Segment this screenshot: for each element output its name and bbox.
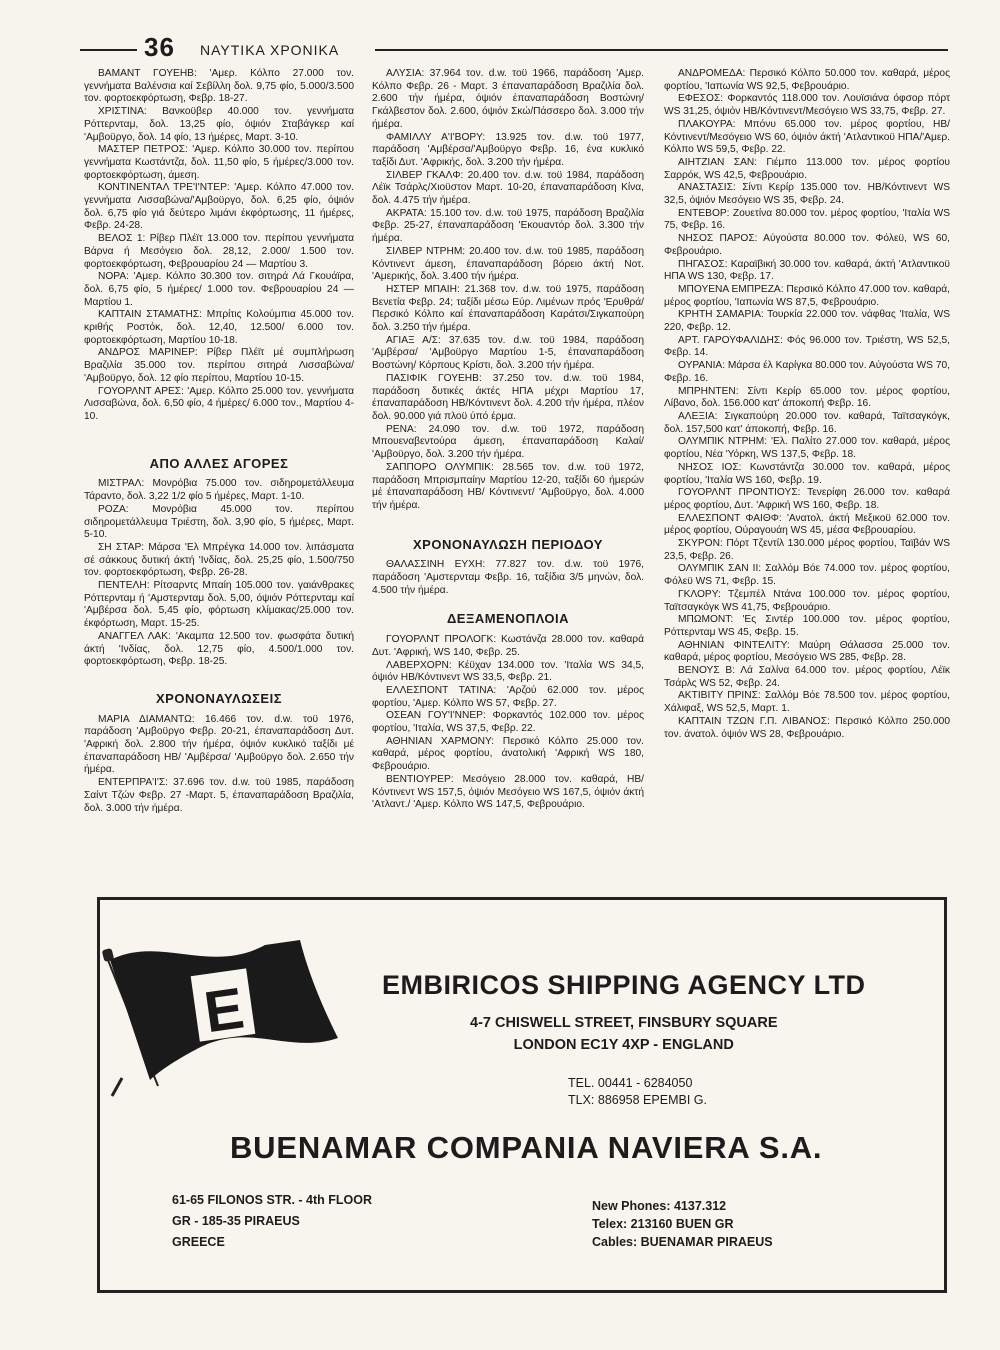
list-item: ΜΑΣΤΕΡ ΠΕΤΡΟΣ: 'Αμερ. Κόλπο 30.000 τον. περίπου γεννήματα Κωστάντζα, δολ. 11,50 φίο, 5 ήμέρες/3.000 τον. φορτοεκφόρτωση, άμεση. [84, 144, 354, 181]
embiricos-tlx: TLX: 886958 EPEMBI G. [568, 1093, 707, 1107]
list-item: ΑΓΙΑΞ Α/Σ: 37.635 τον. d.w. τοϋ 1984, παράδοση 'Αμβέρσα/ 'Αμβοϋργο Μαρτίου 1-5, έπαναπαράδοση Βοστώνη/ Κόρπους Κρίστι, δολ. 3.200 τήν ήμέρα. [372, 334, 644, 372]
header-rule-right [375, 49, 948, 51]
list-item: ΟΛΥΜΠΙΚ ΝΤΡΗΜ: 'Ελ. Παλίτο 27.000 τον. καθαρά, μέρος φορτίου, Νέα 'Υόρκη, WS 137,5, Φεβρ. 18. [664, 436, 950, 461]
advertisement [97, 897, 947, 1293]
list-item: ΑΡΤ. ΓΑΡΟΥΦΑΛΙΔΗΣ: Φός 96.000 τον. Τριέστη, WS 52,5, Φεβρ. 14. [664, 334, 950, 359]
list-item: ΚΡΗΤΗ ΣΑΜΑΡΙΑ: Τουρκία 22.000 τον. νάφθας 'Ιταλία, WS 220, Φεβρ. 12. [664, 309, 950, 334]
list-item: ΚΟΝΤΙΝΕΝΤΑΛ ΤΡΕ'Ι'ΝΤΕΡ: 'Αμερ. Κόλπο 47.000 τον. γεννήματα Λισσαβώνα/'Αμβοϋργο, δολ. 6,25 φίο, όψιόν δολ. 6,75 φίο γιά δεύτερο λιμάνι έκφόρτωσης, 11 ήμέρες, Φεβρ. 24-28. [84, 182, 354, 232]
list-item: ΕΛΛΕΣΠΟΝΤ ΤΑΤΙΝΑ: 'Αρζού 62.000 τον. μέρος φορτίου, 'Αμερ. Κόλπο WS 57, Φεβρ. 27. [372, 684, 644, 709]
list-item: ΜΠΩΜΟΝΤ: 'Ες Σιντέρ 100.000 τον. μέρος φορτίου, Ρόττερνταμ WS 45, Φεβρ. 15. [664, 614, 950, 638]
list-item: ΜΑΡΙΑ ΔΙΑΜΑΝΤΩ: 16.466 τον. d.w. τοϋ 1976, παράδοση 'Αμβοϋργο Φεβρ. 20-21, έπαναπαράδοση Δυτ. 'Αφρική δολ. 2.800 τήν ήμέρα, όψιόν κυκλικό ταξίδι μέ έπαναπαράδοση ΗΒ/ 'Αμβέρσα/ 'Αμβοϋργο δολ. 2.650 τήν ήμέρα. [84, 713, 354, 776]
list-item: ΟΣΕΑΝ ΓΟΥ'Ι'ΝΝΕΡ: Φορκαντός 102.000 τον. μέρος φορτίου, 'Ιταλία, WS 37,5, Φεβρ. 22. [372, 710, 644, 735]
header-rule-left [80, 49, 137, 51]
list-item: ΠΑΣΙΦΙΚ ΓΟΥΕΗΒ: 37.250 τον. d.w. τοϋ 1984, παράδοση δυτικές άκτές ΗΠΑ μέχρι Μαρτίου 17, έπαναπαράδοση ΗΒ/Κόντινεντ δολ. 4.200 τήν ήμέρα, πλέον δολ. 90.000 γιά πλοϋ ύπό έρμα. [372, 372, 644, 422]
list-item: ΦΑΜΙΛΛΥ Α'Ι'ΒΟΡΥ: 13.925 τον. d.w. τοϋ 1977, παράδοση 'Αμβέρσα/'Αμβοϋργο Φεβρ. 16, ένα κυκλικό ταξίδι Δυτ. 'Αφρικής, δολ. 3.200 τήν ήμέρα. [372, 131, 644, 168]
page-number: 36 [144, 32, 175, 62]
list-item: ΣΙΛΒΕΡ ΓΚΑΛΦ: 20.400 τον. d.w. τοϋ 1984, παράδοση Λέϊκ Τσάρλς/Χιοϋστον Μαρτ. 10-20, έπαναπαράδοση Κίνα, δολ. 4.475 τήν ήμέρα. [372, 169, 644, 207]
buenamar-name: BUENAMAR COMPANIA NAVIERA S.A. [230, 1130, 823, 1165]
section-heading-period-charter: ΧΡΟΝΟΝΑΥΛΩΣΗ ΠΕΡΙΟΔΟΥ [413, 536, 603, 552]
list-item: ΣΑΠΠΟΡΟ ΟΛΥΜΠΙΚ: 28.565 τον. d.w. τοϋ 1972, παράδοση Μπρισμπαίην Μαρτίου 12-20, ταξίδι 60 ήμερών μέ έπαναπαράδοση ΗΒ/ Κόντινεντ/ 'Αμβοϋργο, δολ. 4.000 τήν ήμέρα. [372, 461, 644, 511]
list-item: ΛΑΒΕΡΧΟΡΝ: Κέϋχαν 134.000 τον. 'Ιταλία WS 34,5, όψιόν ΗΒ/Κόντινεντ WS 33,5, Φεβρ. 21. [372, 659, 644, 684]
list-item: ΘΑΛΑΣΣΙΝΗ ΕΥΧΗ: 77.827 τον. d.w. τοϋ 1976, παράδοση 'Αμστερνταμ Φεβρ. 16, ταξίδια 3/5 μηνών, δολ. 4.500 τήν ήμέρα. [372, 559, 644, 596]
list-item: ΟΛΥΜΠΙΚ ΣΑΝ ΙΙ: Σαλλόμ Βόε 74.000 τον. μέρος φορτίου, Φόλεϋ WS 71, Φεβρ. 15. [664, 563, 950, 588]
list-item: ΑΙΗΤΖΙΑΝ ΣΑΝ: Γιέμπο 113.000 τον. μέρος φορτίου Σαρρόκ, WS 42,5, Φεβρουάριο. [664, 156, 950, 181]
section-heading-other-markets: ΑΠΟ ΑΛΛΕΣ ΑΓΟΡΕΣ [149, 455, 289, 471]
list-item: ΝΗΣΟΣ ΠΑΡΟΣ: Αύγούστα 80.000 τον. Φόλεϋ, WS 60, Φεβρουάριο. [664, 233, 950, 257]
embiricos-contact [568, 1075, 707, 1109]
column-2 [372, 68, 644, 812]
list-item: ΓΟΥΟΡΛΝΤ ΑΡΕΣ: 'Αμερ. Κόλπο 25.000 τον. γεννήματα Λισσαβώνα, δολ. 6,50 φίο, 4 ήμέρες/ 6.000 τον., Μαρτίου 4-10. [84, 385, 354, 422]
magazine-title: ΝΑΥΤΙΚΑ ΧΡΟΝΙΚΑ [200, 42, 340, 58]
list-item: ΓΚΛΟΡΥ: Τζεμπέλ Ντάνα 100.000 τον. μέρος φορτίου, Ταϊτσαγκόγκ WS 41,75, Φεβρουάριο. [664, 588, 950, 613]
list-item: ΣΚΥΡΟΝ: Πόρτ Τζεντίλ 130.000 μέρος φορτίου, Ταϊβάν WS 23,5, Φεβρ. 26. [664, 538, 950, 562]
column-3 [664, 68, 950, 741]
buenamar-address-line1: 61-65 FILONOS STR. - 4th FLOOR [172, 1193, 373, 1207]
col1-entries-a [84, 68, 354, 424]
list-item: ΠΛΑΚΟΥΡΑ: Μπόνυ 65.000 τον. μέρος φορτίου, ΗΒ/Κόντινεντ/Μεσόγειο WS 60, όψιόν άκτή 'Ατλαντικοϋ ΗΠΑ/'Αμερ. Κόλπο WS 59,5, Φεβρ. 22. [664, 118, 950, 156]
buenamar-cables: Cables: BUENAMAR PIRAEUS [592, 1235, 773, 1249]
list-item: ΑΛΥΣΙΑ: 37.964 τον. d.w. τοϋ 1966, παράδοση 'Αμερ. Κόλπο Φεβρ. 26 - Μαρτ. 3 έπαναπαράδοση Βραζιλία δολ. 2.600 τήν ήμέρα, όψιόν έπαναπαράδοση Βοστώνη/Γκάλβεστον δολ. 2.600, όψιόν Σκώ/Πάσσερο δολ. 3.000 τήν ήμέρα. [372, 68, 644, 130]
col2-entries-c [372, 634, 644, 812]
buenamar-address [172, 1190, 372, 1253]
list-item: ΑΝΑΣΤΑΣΙΣ: Σίντι Κερίρ 135.000 τον. ΗΒ/Κόντινεντ WS 32,5, όψιόν Μεσόγειο WS 35, Φεβρ. 24. [664, 182, 950, 207]
buenamar-telex: Telex: 213160 BUEN GR [592, 1217, 734, 1231]
list-item: ΒΕΛΟΣ 1: Ρίβερ Πλέϊτ 13.000 τον. περίπου γεννήματα Βάρνα ή Μεσόγειο δολ. 28,12, 2.000/ 1.500 τον. φορτοεκφόρτωση, Φεβρουαρίου 24 — Μαρτίου 3. [84, 233, 354, 270]
list-item: ΑΘΗΝΙΑΝ ΧΑΡΜΟΝΥ: Περσικό Κόλπο 25.000 τον. καθαρά, μέρος φορτίου, άνατολική 'Αφρική WS 180, Φεβρουάριο. [372, 735, 644, 773]
flag-logo-icon [100, 900, 380, 1120]
embiricos-name: EMBIRICOS SHIPPING AGENCY LTD [382, 970, 866, 1000]
list-item: ΠΕΝΤΕΛΗ: Ρίτσαρντς Μπαίη 105.000 τον. γαιάνθρακες Ρόττερνταμ ή 'Αμστερνταμ δολ. 5,00, όψιόν Ρόττερνταμ καί 'Αμβέρσα δολ. 5,45 φίο, φόρτωση κλίμακας/25.000 τον. έκφόρτωση, Μαρτ. 15-25. [84, 580, 354, 630]
list-item: ΑΚΤΙΒΙΤΥ ΠΡΙΝΣ: Σαλλόμ Βόε 78.500 τον. μέρος φορτίου, Χάλιφαξ, WS 52,5, Μαρτ. 1. [664, 690, 950, 715]
list-item: ΕΦΕΣΟΣ: Φορκαντός 118.000 τον. Λουϊσιάνα όφσορ πόρτ WS 31,25, όψιόν ΗΒ/Κόντινεντ/Μεσόγειο WS 33,75, Φεβρ. 27. [664, 93, 950, 118]
list-item: ΑΝΑΓΓΕΛ ΛΑΚ: 'Ακαμπα 12.500 τον. φωσφάτα δυτική άκτή 'Ινδίας, δολ. 12,75 φίο, 4.500/1.000 τον. φορτοεκφόρτωση, Φεβρ. 18-25. [84, 630, 354, 668]
list-item: ΝΗΣΟΣ ΙΟΣ: Κωνστάντζα 30.000 τον. καθαρά, μέρος φορτίου, 'Ιταλία WS 160, Φεβρ. 19. [664, 461, 950, 486]
list-item: ΑΚΡΑΤΑ: 15.100 τον. d.w. τοϋ 1975, παράδοση Βραζιλία Φεβρ. 25-27, έπαναπαράδοση 'Εκουαντόρ δολ. 3.300 τήν ήμέρα. [372, 207, 644, 245]
col1-entries-c [84, 714, 354, 816]
list-item: ΒΕΝΟΥΣ Β: Λά Σαλίνα 64.000 τον. μέρος φορτίου, Λέϊκ Τσάρλς WS 52, Φεβρ. 24. [664, 665, 950, 689]
page-header [80, 32, 948, 66]
list-item: ΡΕΝΑ: 24.090 τον. d.w. τοϋ 1972, παράδοση Μπουεναβεντούρα άμεση, έπαναπαράδοση Καλαί/ 'Αμβοϋργο, δολ. 3.200 τήν ήμέρα. [372, 423, 644, 461]
list-item: ΝΟΡΑ: 'Αμερ. Κόλπο 30.300 τον. σιτηρά Λά Γκουάϊρα, δολ. 6,75 φίο, 5 ήμέρες/ 1.000 τον. Φεβρουαρίου 24 — Μαρτίου 1. [84, 271, 354, 308]
buenamar-phones: New Phones: 4137.312 [592, 1199, 727, 1213]
list-item: ΓΟΥΟΡΛΝΤ ΠΡΟΛΟΓΚ: Κωστάνζα 28.000 τον. καθαρά Δυτ. 'Αφρική, WS 140, Φεβρ. 25. [372, 634, 644, 658]
list-item: ΒΑΜΑΝΤ ΓΟΥΕΗΒ: 'Αμερ. Κόλπο 27.000 τον. γεννήματα Βαλένσια καί Σεβίλλη δολ. 9,75 φίο, 5.000/3.500 τον. φορτοεκφόρτωση, Φεβρ. 18-27. [84, 68, 354, 105]
section-heading-time-charters: ΧΡΟΝΟΝΑΥΛΩΣΕΙΣ [155, 690, 283, 706]
list-item: ΑΝΔΡΟΜΕΔΑ: Περσικό Κόλπο 50.000 τον. καθαρά, μέρος φορτίου, 'Ιαπωνία WS 92,5, Φεβρουάριο. [664, 68, 950, 92]
list-item: ΠΗΓΑΣΟΣ: Καραϊβική 30.000 τον. καθαρά, άκτή 'Ατλαντικοϋ ΗΠΑ WS 130, Φεβρ. 17. [664, 258, 950, 283]
col1-entries-b [84, 478, 354, 669]
embiricos-address-line2: LONDON EC1Y 4XP - ENGLAND [513, 1037, 734, 1053]
list-item: ΡΟΖΑ: Μονρόβια 45.000 τον. περίπου σιδηρομετάλλευμα Τριέστη, δολ. 3,90 φίο, 5 ήμέρες, Μαρτ. 5-10. [84, 503, 354, 541]
section-heading-tankers: ΔΕΞΑΜΕΝΟΠΛΟΙΑ [446, 611, 570, 627]
list-item: ΕΝΤΕΡΠΡΑ'Ι'Σ: 37.696 τον. d.w. τοϋ 1985, παράδοση Σαίντ Τζών Φεβρ. 27 -Μαρτ. 5, έπαναπαράδοση Βραζιλία, δολ. 3.000 τήν ήμέρα. [84, 777, 354, 814]
col2-entries-a [372, 68, 644, 513]
embiricos-tel: TEL. 00441 - 6284050 [568, 1076, 693, 1090]
list-item: ΣΗ ΣΤΑΡ: Μάρσα 'Ελ Μπρέγκα 14.000 τον. λιπάσματα σέ σάκκους δυτική άκτή 'Ινδίας, δολ. 25,25 φίο, 1.500/750 τον. φορτοεκφόρτωση, Φεβρ. 26-28. [84, 541, 354, 579]
buenamar-address-line3: GREECE [172, 1235, 225, 1249]
list-item: ΒΕΝΤΙΟΥΡΕΡ: Μεσόγειο 28.000 τον. καθαρά, ΗΒ/Κόντινεντ WS 157,5, όψιόν Μεσόγειο WS 167,5, όψιόν άκτή 'Ατλαντ./ 'Αμερ. Κόλπο WS 147,5, Φεβρουάριο. [372, 773, 644, 811]
list-item: ΣΙΛΒΕΡ ΝΤΡΗΜ: 20.400 τον. d.w. τοϋ 1985, παράδοση Κόντινεντ άμεση, έπαναπαράδοση βόρειο άκτή Νοτ. 'Αμερικής, δολ. 3.400 τήν ήμέρα. [372, 245, 644, 283]
column-1 [84, 68, 354, 815]
buenamar-contact [592, 1197, 773, 1251]
list-item: ΑΝΔΡΟΣ ΜΑΡΙΝΕΡ: Ρίβερ Πλέϊτ μέ συμπλήρωση Βραζιλία 35.000 τον. περίπου σιτηρά Λισσαβώνα/ 'Αμβοϋργο, δολ. 12 φίο περίπου, Μαρτίου 10-15. [84, 347, 354, 384]
list-item: ΜΠΟΥΕΝΑ ΕΜΠΡΕΖΑ: Περσικό Κόλπο 47.000 τον. καθαρά, μέρος φορτίου, 'Ιαπωνία WS 87,5, Φεβρουάριο. [664, 283, 950, 308]
list-item: ΧΡΙΣΤΙΝΑ: Βανκοϋβερ 40.000 τον. γεννήματα Ρόττερνταμ, δολ. 13,25 φίο, όψιόν Σταβάγκερ καί 'Αμβοϋργο, δολ. 14 φίο, 13 ήμέρες, Μαρτ. 3-10. [84, 106, 354, 143]
list-item: ΜΙΣΤΡΑΛ: Μονρόβια 75.000 τον. σιδηρομετάλλευμα Τάραντο, δολ. 3,22 1/2 φίο 5 ήμέρες, Μαρτ. 1-10. [84, 478, 354, 503]
buenamar-address-line2: GR - 185-35 PIRAEUS [172, 1214, 300, 1228]
embiricos-address-line1: 4-7 CHISWELL STREET, FINSBURY SQUARE [470, 1015, 778, 1031]
list-item: ΜΠΡΗΝΤΕΝ: Σίντι Κερίρ 65.000 τον. μέρος φορτίου, Λίβανο, δολ. 156.000 κατ' άποκοπή Φεβρ. 16. [664, 385, 950, 410]
list-item: ΓΟΥΟΡΛΝΤ ΠΡΟΝΤΙΟΥΣ: Τενερίφη 26.000 τον. καθαρά μέρος φορτίου, Δυτ. 'Αφρική WS 160, Φεβρ. 18. [664, 487, 950, 511]
flag-letter: E [200, 975, 248, 1046]
list-item: ΑΘΗΝΙΑΝ ΦΙΝΤΕΛΙΤΥ: Μαύρη Θάλασσα 25.000 τον. καθαρά, μέρος φορτίου, Μεσόγειο WS 285, Φεβρ. 28. [664, 639, 950, 664]
list-item: ΟΥΡΑΝΙΑ: Μάρσα έλ Καρίγκα 80.000 τον. Αύγούστα WS 70, Φεβρ. 16. [664, 360, 950, 384]
list-item: ΑΛΕΞΙΑ: Σιγκαπούρη 20.000 τον. καθαρά, Ταϊτσαγκόγκ, δολ. 157,500 κατ' άποκοπή, Φεβρ. 16. [664, 410, 950, 435]
list-item: ΚΑΠΤΑΙΝ ΣΤΑΜΑΤΗΣ: Μπρίτις Κολούμπια 45.000 τον. κριθής Ροστόκ, δολ. 12,40, 12.500/ 6.000 τον. φορτοεκφόρτωση, Μαρτίου 10-18. [84, 309, 354, 346]
col2-entries-b [372, 559, 644, 597]
list-item: ΚΑΠΤΑΙΝ ΤΖΩΝ Γ.Π. ΛΙΒΑΝΟΣ: Περσικό Κόλπο 250.000 τον. άνατολ. όψιόν WS 28, Φεβρουάριο. [664, 715, 950, 740]
list-item: ΕΝΤΕΒΟΡ: Ζουετίνα 80.000 τον. μέρος φορτίου, 'Ιταλία WS 75, Φεβρ. 16. [664, 207, 950, 232]
list-item: ΗΣΤΕΡ ΜΠΑΙΗ: 21.368 τον. d.w. τοϋ 1975, παράδοση Βενετία Φεβρ. 24; ταξίδι μέσω Εύρ. Λιμένων πρός 'Ερυθρά/Περσικό Κόλπο καί έπαναπαράδοση Καράτσι/Σιγκαπούρη δολ. 3.250 τήν ήμέρα. [372, 283, 644, 334]
list-item: ΕΛΛΕΣΠΟΝΤ ΦΑΙΘΦ: 'Ανατολ. άκτή Μεξικοϋ 62.000 τον. μέρος φορτίου, Ούραγουάη WS 45, μέσα Φεβρουαρίου. [664, 512, 950, 537]
embiricos-address [470, 1012, 778, 1056]
